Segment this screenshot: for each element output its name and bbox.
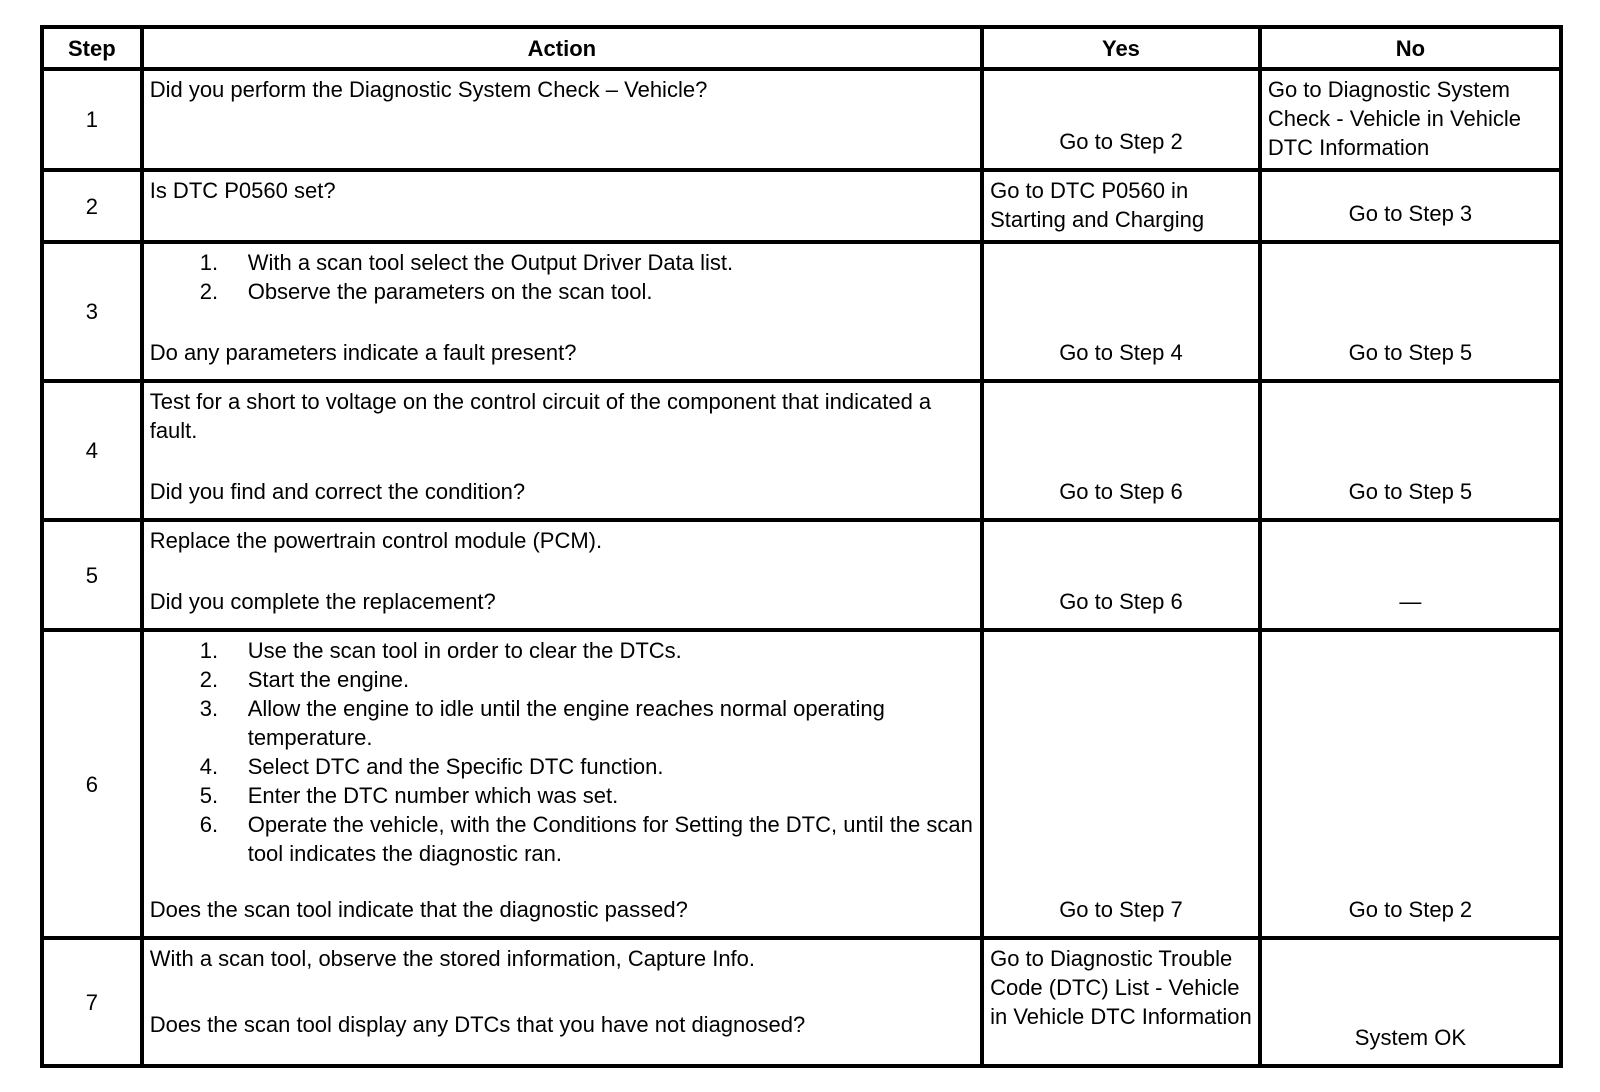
list-item bbox=[190, 694, 974, 752]
action-cell bbox=[142, 630, 982, 938]
no-cell bbox=[1260, 630, 1561, 938]
yes-text: Go to Step 7 bbox=[1059, 897, 1183, 922]
action-cell bbox=[142, 69, 982, 170]
list-item bbox=[190, 781, 974, 810]
action-question: Does the scan tool display any DTCs that you have not diagnosed? bbox=[149, 1012, 806, 1037]
list-number: 2. bbox=[199, 667, 219, 692]
action-text: With a scan tool, observe the stored information, Capture Info. bbox=[149, 946, 756, 971]
table-row bbox=[42, 520, 1561, 630]
list-number: 6. bbox=[199, 812, 219, 837]
action-cell bbox=[142, 381, 982, 520]
step-number: 2 bbox=[42, 170, 142, 242]
list-number: 2. bbox=[199, 279, 219, 304]
list-number: 4. bbox=[199, 754, 219, 779]
table-row bbox=[42, 630, 1561, 938]
yes-text: Go to Step 2 bbox=[1059, 129, 1183, 154]
action-question: Do any parameters indicate a fault present? bbox=[149, 340, 577, 365]
list-item bbox=[190, 810, 974, 868]
header-action: Action bbox=[142, 27, 982, 69]
yes-cell bbox=[982, 170, 1260, 242]
list-text: Start the engine. bbox=[247, 667, 410, 692]
no-cell bbox=[1260, 170, 1561, 242]
yes-text: Go to DTC P0560 in Starting and Charging bbox=[990, 178, 1205, 232]
no-text: Go to Step 5 bbox=[1348, 479, 1473, 504]
yes-cell bbox=[982, 242, 1260, 381]
list-text: Use the scan tool in order to clear the DTCs. bbox=[247, 638, 682, 663]
yes-cell bbox=[982, 630, 1260, 938]
action-cell bbox=[142, 242, 982, 381]
step-number: 3 bbox=[42, 242, 142, 381]
header-yes: Yes bbox=[982, 27, 1260, 69]
no-cell bbox=[1260, 69, 1561, 170]
table-row bbox=[42, 938, 1561, 1066]
no-cell bbox=[1260, 520, 1561, 630]
no-text: Go to Step 2 bbox=[1348, 897, 1473, 922]
header-no: No bbox=[1260, 27, 1561, 69]
step-number: 6 bbox=[42, 630, 142, 938]
step-number: 7 bbox=[42, 938, 142, 1066]
no-text: — bbox=[1399, 589, 1422, 614]
diagnostic-table bbox=[40, 25, 1563, 1068]
action-question: Does the scan tool indicate that the diagnostic passed? bbox=[149, 897, 688, 922]
yes-text: Go to Step 4 bbox=[1059, 340, 1183, 365]
list-text: With a scan tool select the Output Driver Data list. bbox=[247, 250, 734, 275]
yes-text: Go to Diagnostic Trouble Code (DTC) List - Vehicle in Vehicle DTC Information bbox=[990, 946, 1252, 1029]
action-text: Test for a short to voltage on the control circuit of the component that indicated a fault. bbox=[149, 389, 932, 443]
table-row bbox=[42, 170, 1561, 242]
action-cell bbox=[142, 520, 982, 630]
table-row bbox=[42, 242, 1561, 381]
step-number: 1 bbox=[42, 69, 142, 170]
action-list bbox=[150, 636, 974, 868]
list-item bbox=[190, 665, 974, 694]
yes-cell bbox=[982, 938, 1260, 1066]
table-row bbox=[42, 381, 1561, 520]
action-text: Is DTC P0560 set? bbox=[149, 178, 336, 203]
action-question: Did you complete the replacement? bbox=[149, 589, 496, 614]
list-text: Operate the vehicle, with the Conditions for Setting the DTC, until the scan tool indicates the diagnostic ran. bbox=[247, 812, 973, 866]
action-list bbox=[150, 248, 974, 306]
header-step: Step bbox=[42, 27, 142, 69]
yes-text: Go to Step 6 bbox=[1059, 479, 1183, 504]
step-number: 5 bbox=[42, 520, 142, 630]
list-text: Select DTC and the Specific DTC function. bbox=[247, 754, 664, 779]
no-cell bbox=[1260, 381, 1561, 520]
list-number: 1. bbox=[199, 250, 219, 275]
yes-cell bbox=[982, 69, 1260, 170]
list-text: Enter the DTC number which was set. bbox=[247, 783, 619, 808]
table-row bbox=[42, 69, 1561, 170]
action-cell bbox=[142, 170, 982, 242]
action-question: Did you find and correct the condition? bbox=[149, 479, 526, 504]
list-text: Observe the parameters on the scan tool. bbox=[247, 279, 653, 304]
list-item bbox=[190, 277, 974, 306]
list-number: 1. bbox=[199, 638, 219, 663]
header-row bbox=[42, 27, 1561, 69]
yes-cell bbox=[982, 520, 1260, 630]
action-text: Did you perform the Diagnostic System Check – Vehicle? bbox=[149, 77, 708, 102]
no-text: Go to Step 5 bbox=[1348, 340, 1473, 365]
yes-cell bbox=[982, 381, 1260, 520]
action-cell bbox=[142, 938, 982, 1066]
list-number: 5. bbox=[199, 783, 219, 808]
list-number: 3. bbox=[199, 696, 219, 721]
list-item bbox=[190, 752, 974, 781]
no-cell bbox=[1260, 938, 1561, 1066]
step-number: 4 bbox=[42, 381, 142, 520]
no-cell bbox=[1260, 242, 1561, 381]
no-text: Go to Diagnostic System Check - Vehicle in Vehicle DTC Information bbox=[1267, 77, 1521, 160]
no-text: System OK bbox=[1354, 1025, 1467, 1050]
action-text: Replace the powertrain control module (PCM). bbox=[149, 528, 603, 553]
yes-text: Go to Step 6 bbox=[1059, 589, 1183, 614]
list-item bbox=[190, 248, 974, 277]
list-text: Allow the engine to idle until the engine reaches normal operating temperature. bbox=[247, 696, 885, 750]
list-item bbox=[190, 636, 974, 665]
no-text: Go to Step 3 bbox=[1348, 201, 1473, 226]
